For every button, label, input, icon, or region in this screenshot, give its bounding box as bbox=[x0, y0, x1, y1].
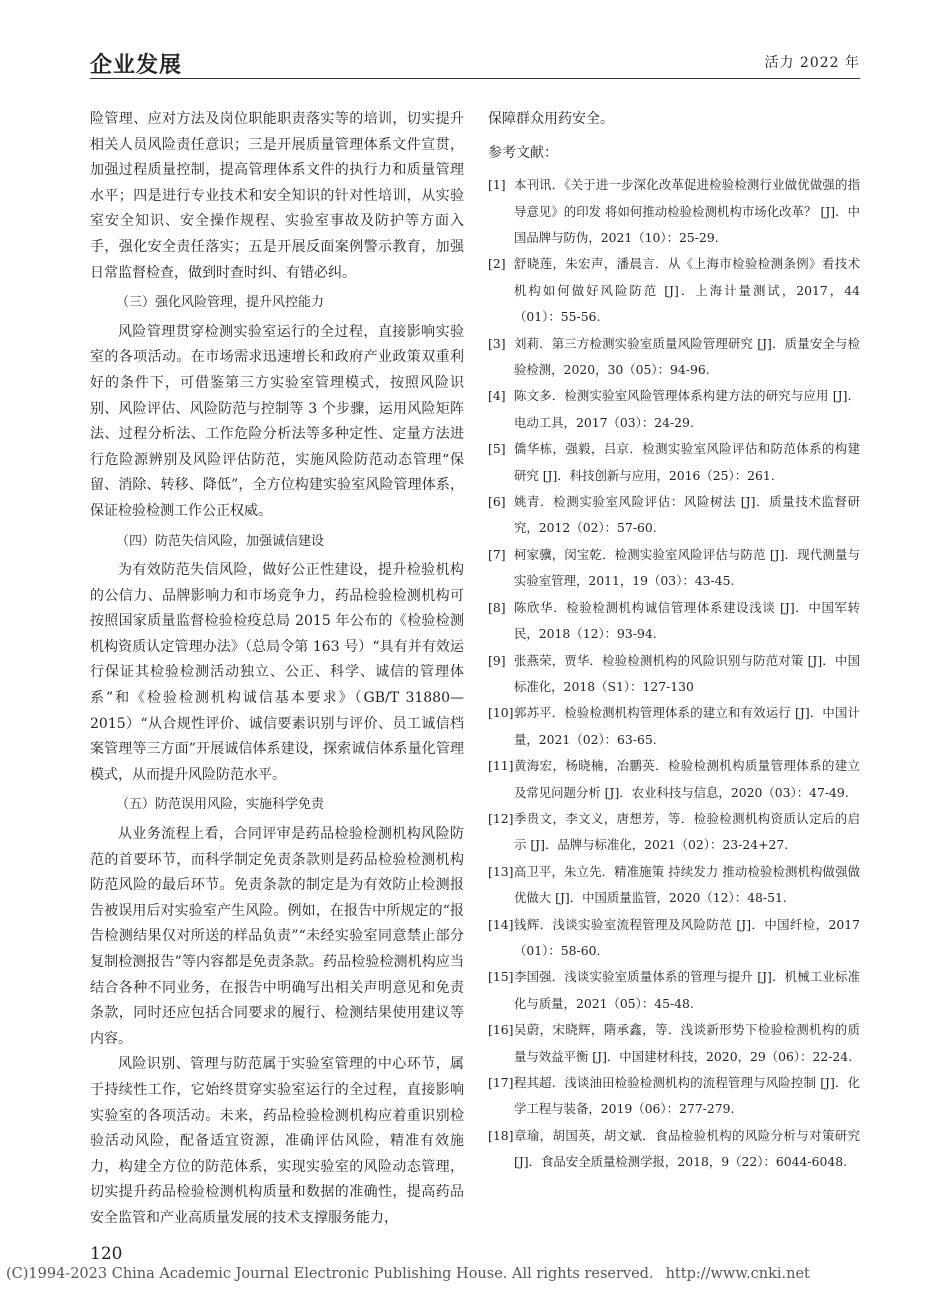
reference-item bbox=[488, 1017, 860, 1070]
section-heading: （四）防范失信风险，加强诚信建设 bbox=[116, 533, 325, 549]
reference-item bbox=[488, 753, 860, 806]
reference-item bbox=[488, 912, 860, 965]
reference-item bbox=[488, 1123, 860, 1176]
reference-item bbox=[488, 595, 860, 648]
reference-number: [3] bbox=[488, 335, 506, 351]
reference-text: 郭苏平．检验检测机构管理体系的建立和有效运行 [J]．中国计量，2021（02）：63-65. bbox=[514, 705, 860, 747]
copyright-text: (C)1994-2023 China Academic Journal Electronic Publishing House. All rights reserved. bbox=[6, 1266, 654, 1282]
reference-item bbox=[488, 172, 860, 251]
reference-number: [14] bbox=[488, 916, 514, 932]
reference-number: [6] bbox=[488, 494, 506, 510]
right-column bbox=[488, 107, 860, 1176]
reference-item bbox=[488, 700, 860, 753]
reference-number: [8] bbox=[488, 599, 506, 615]
reference-item bbox=[488, 542, 860, 595]
section-heading: （五）防范误用风险，实施科学免责 bbox=[116, 797, 325, 813]
reference-text: 姚青．检测实验室风险评估：风险树法 [J]．质量技术监督研究，2012（02）：57-60. bbox=[514, 494, 860, 536]
reference-item bbox=[488, 806, 860, 859]
reference-text: 钱辉．浅谈实验室流程管理及风险防范 [J]．中国纤检，2017（01）：58-60. bbox=[514, 916, 860, 958]
reference-number: [15] bbox=[488, 969, 514, 985]
reference-text: 季贵文，李文义，唐想芳，等．检验检测机构资质认定后的启示 [J]．品牌与标准化，2021（02）：23-24+27. bbox=[514, 810, 860, 853]
reference-number: [1] bbox=[488, 177, 506, 193]
left-column bbox=[90, 107, 464, 1232]
paragraph: 为有效防范失信风险，做好公正性建设，提升检验机构的公信力、品牌影响力和市场竞争力，药品检验检测机构可按照国家质量监督检验检疫总局 2015 年公布的《检验检测机构资质认定管理办法》（总局令第 163 号）“具有并有效运行保证其检验检测活动独立、公正、科学、诚信的管理体系”和《检验检测机构诚信基本要求》（GB/T 31880—2015）“从合规性评价、诚信要素识别与评价、员工诚信档案管理等三方面”开展诚信体系建设，探索诚信体系量化管理模式，从而提升风险防范水平。 bbox=[90, 562, 464, 783]
reference-text: 僑华栋，强毅，吕京．检测实验室风险评估和防范体系的构建研究 [J]．科技创新与应用，2016（25）：261. bbox=[514, 441, 860, 483]
reference-number: [16] bbox=[488, 1022, 514, 1038]
reference-number: [9] bbox=[488, 652, 506, 668]
reference-number: [11] bbox=[488, 758, 514, 774]
reference-item bbox=[488, 489, 860, 542]
reference-number: [4] bbox=[488, 388, 506, 404]
reference-text: 高卫平，朱立先．精准施策 持续发力 推动检验检测机构做强做优做大 [J]．中国质量监管，2020（12）：48-51. bbox=[514, 863, 860, 906]
journal-issue: 活力 2022 年 bbox=[764, 55, 860, 71]
reference-number: [17] bbox=[488, 1075, 514, 1090]
reference-text: 程其超．浅谈油田检验检测机构的流程管理与风险控制 [J]．化学工程与装备，2019（06）：277-279. bbox=[514, 1075, 860, 1117]
reference-number: [12] bbox=[488, 810, 514, 826]
copyright-notice bbox=[6, 1266, 946, 1282]
reference-number: [18] bbox=[488, 1127, 514, 1143]
reference-text: 刘莉．第三方检测实验室质量风险管理研究 [J]．质量安全与检验检测，2020，30（05）：94-96. bbox=[514, 335, 860, 378]
reference-text: 陈文多．检测实验室风险管理体系构建方法的研究与应用 [J]．电动工具，2017（03）：24-29. bbox=[514, 388, 860, 430]
reference-text: 陈欣华．检验检测机构诚信管理体系建设浅谈 [J]．中国军转民，2018（12）：93-94. bbox=[514, 599, 860, 642]
paragraph: 风险识别、管理与防范属于实验室管理的中心环节，属于持续性工作，它始终贯穿实验室运行的全过程，直接影响实验室的各项活动。未来，药品检验检测机构应着重识别检验活动风险，配备适宜资源，准确评估风险，精准有效施力，构建全方位的防范体系，实现实验室的风险动态管理，切实提升药品检验检测机构质量和数据的准确性，提高药品安全监管和产业高质量发展的技术支撑服务能力， bbox=[90, 1056, 464, 1226]
reference-number: [10] bbox=[488, 705, 514, 721]
reference-list bbox=[488, 172, 860, 1175]
reference-item bbox=[488, 383, 860, 436]
reference-item bbox=[488, 648, 860, 701]
page-header bbox=[90, 46, 860, 79]
paragraph: 从业务流程上看，合同评审是药品检验检测机构风险防范的首要环节，而科学制定免责条款则是药品检验检测机构防范风险的最后环节。免责条款的制定是为有效防止检测报告被误用后对实验室产生风险。例如，在报告中所规定的“报告检测结果仅对所送的样品负责”“未经实验室同意禁止部分复制检测报告”等内容都是免责条款。药品检验检测机构应当结合各种不同业务，在报告中明确写出相关声明意见和免责条款，同时还应包括合同要求的履行、检测结果使用建议等内容。 bbox=[90, 826, 464, 1047]
cnki-link[interactable]: http://www.cnki.net bbox=[665, 1266, 810, 1282]
reference-item bbox=[488, 251, 860, 330]
reference-item bbox=[488, 964, 860, 1017]
reference-text: 黄海宏，杨晓楠，冶鹏英．检验检测机构质量管理体系的建立及常见问题分析 [J]．农业科技与信息，2020（03）：47-49. bbox=[514, 758, 860, 800]
reference-text: 张燕荣，贾华．检验检测机构的风险识别与防范对策 [J]．中国标准化，2018（S1）：127-130 bbox=[514, 652, 860, 694]
reference-item bbox=[488, 1070, 860, 1123]
reference-text: 章瑜，胡国英，胡文斌．食品检验机构的风险分析与对策研究 [J]．食品安全质量检测学报，2018，9（22）：6044-6048. bbox=[514, 1127, 860, 1170]
reference-text: 吴蔚，宋晓辉，隋承鑫，等．浅谈新形势下检验检测机构的质量与效益平衡 [J]．中国建材科技，2020，29（06）：22-24. bbox=[514, 1022, 860, 1064]
reference-text: 舒晓莲，朱宏声，潘晨言．从《上海市检验检测条例》看技术机构如何做好风险防范 [J]．上海计量测试，2017，44（01）：55-56. bbox=[514, 256, 860, 325]
reference-text: 柯家骥，闵宝乾．检测实验室风险评估与防范 [J]．现代测量与实验室管理，2011，19（03）：43-45. bbox=[514, 546, 860, 589]
reference-number: [5] bbox=[488, 441, 506, 457]
paragraph: 险管理、应对方法及岗位职能职责落实等的培训，切实提升相关人员风险责任意识；三是开展质量管理体系文件宣贯，加强过程质量控制，提高管理体系文件的执行力和质量管理水平；四是进行专业技术和安全知识的针对性培训，从实验室安全知识、安全操作规程、实验室事故及防护等方面入手，强化安全责任落实；五是开展反面案例警示教育，加强日常监督检查，做到时查时纠、有错必纠。 bbox=[90, 111, 464, 281]
reference-number: [7] bbox=[488, 546, 506, 562]
references-title: 参考文献： bbox=[488, 144, 558, 161]
reference-item bbox=[488, 436, 860, 489]
paragraph: 保障群众用药安全。 bbox=[488, 111, 614, 127]
paragraph: 风险管理贯穿检测实验室运行的全过程，直接影响实验室的各项活动。在市场需求迅速增长和政府产业政策双重利好的条件下，可借鉴第三方实验室管理模式，按照风险识别、风险评估、风险防范与控制等 3 个步骤，运用风险矩阵法、过程分析法、工作危险分析法等多种定性、定量方法进行危险源辨别及风险评估防范，实施风险防范动态管理“保留、消除、转移、降低”，全方位构建实验室风险管理体系，保证检验检测工作公正权威。 bbox=[90, 323, 464, 519]
reference-text: 本刊讯．《关于进一步深化改革促进检验检测行业做优做强的指导意见》的印发 将如何推动检验检测机构市场化改革？ [J]．中国品牌与防伪，2021（10）：25-29. bbox=[514, 177, 860, 245]
page-number: 120 bbox=[90, 1244, 123, 1264]
section-heading: （三）强化风险管理，提升风控能力 bbox=[116, 295, 325, 311]
reference-item bbox=[488, 331, 860, 384]
reference-number: [13] bbox=[488, 863, 514, 879]
reference-number: [2] bbox=[488, 256, 506, 272]
journal-section-title: 企业发展 bbox=[90, 53, 183, 78]
reference-item bbox=[488, 859, 860, 912]
reference-text: 李国强．浅谈实验室质量体系的管理与提升 [J]．机械工业标准化与质量，2021（05）：45-48. bbox=[514, 969, 860, 1011]
